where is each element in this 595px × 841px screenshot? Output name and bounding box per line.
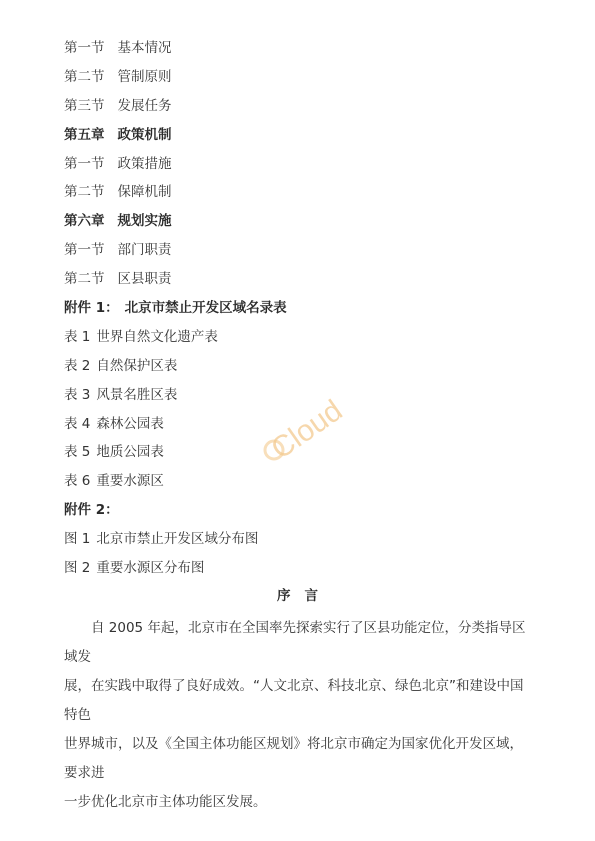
toc-item <box>64 267 544 296</box>
toc-number: 表 1 <box>64 328 91 345</box>
toc-number: 第一节 <box>64 155 105 172</box>
toc-title: 风景名胜区表 <box>96 386 178 403</box>
toc-number: 第二节 <box>64 68 105 85</box>
toc-number: 表 6 <box>64 473 91 490</box>
toc-title: 地质公园表 <box>96 444 164 461</box>
toc-number: 附件 1： <box>64 300 119 317</box>
toc-title: 政策机制 <box>117 126 172 143</box>
toc-number: 图 2 <box>64 560 91 577</box>
toc-item <box>64 383 544 412</box>
preface-line: 自 2005 年起，北京市在全国率先探索实行了区县功能定位，分类指导区域发 <box>64 620 526 665</box>
toc-heading <box>64 296 544 325</box>
toc-item <box>64 440 544 469</box>
toc-title: 基本情况 <box>117 40 172 56</box>
toc-title: 管制原则 <box>117 68 172 85</box>
toc-number: 表 5 <box>64 444 91 461</box>
toc-title: 部门职责 <box>117 242 172 259</box>
toc-number: 图 1 <box>64 531 91 548</box>
toc-title: 重要水源区分布图 <box>96 560 205 577</box>
toc-number: 第一节 <box>64 242 105 259</box>
toc-number: 第一节 <box>64 40 105 56</box>
preface-body <box>64 614 536 817</box>
toc-number: 表 4 <box>64 415 91 432</box>
toc-title: 区县职责 <box>117 271 172 288</box>
preface-line: 展，在实践中取得了良好成效。“人文北京、科技北京、绿色北京”和建设中国特色 <box>64 678 524 723</box>
toc-number: 第五章 <box>64 126 105 143</box>
watermark-text: Cloud <box>265 393 349 466</box>
toc-heading <box>64 209 544 238</box>
toc-item <box>64 469 544 498</box>
toc-heading <box>64 123 544 152</box>
toc-item <box>64 152 544 181</box>
toc-title: 规划实施 <box>117 213 172 230</box>
toc-title: 发展任务 <box>117 97 172 114</box>
toc-title: 自然保护区表 <box>96 357 178 374</box>
toc-number: 第三节 <box>64 97 105 114</box>
toc-heading <box>64 498 544 527</box>
toc-item <box>64 180 544 209</box>
toc-title: 北京市禁止开发区域分布图 <box>96 531 259 548</box>
preface-line: 世界城市，以及《全国主体功能区规划》将北京市确定为国家优化开发区域，要求进 <box>64 736 523 781</box>
table-of-contents <box>64 36 544 585</box>
toc-item <box>64 36 544 65</box>
toc-number: 第六章 <box>64 213 105 230</box>
toc-title: 保障机制 <box>117 184 172 201</box>
toc-number: 附件 2： <box>64 502 119 519</box>
preface-title: 序言 <box>277 588 332 604</box>
toc-title: 政策措施 <box>117 155 172 172</box>
toc-number: 第二节 <box>64 184 105 201</box>
toc-number: 表 2 <box>64 357 91 374</box>
toc-item <box>64 354 544 383</box>
preface-line: 一步优化北京市主体功能区发展。 <box>64 794 267 810</box>
toc-item <box>64 412 544 441</box>
toc-number: 第二节 <box>64 271 105 288</box>
toc-title: 北京市禁止开发区域名录表 <box>124 300 287 317</box>
toc-item <box>64 238 544 267</box>
toc-title: 重要水源区 <box>96 473 164 490</box>
toc-title: 森林公园表 <box>96 415 164 432</box>
toc-item <box>64 94 544 123</box>
toc-number: 表 3 <box>64 386 91 403</box>
toc-item <box>64 556 544 585</box>
toc-item <box>64 527 544 556</box>
toc-item <box>64 65 544 94</box>
toc-item <box>64 325 544 354</box>
toc-title: 世界自然文化遗产表 <box>96 328 218 345</box>
